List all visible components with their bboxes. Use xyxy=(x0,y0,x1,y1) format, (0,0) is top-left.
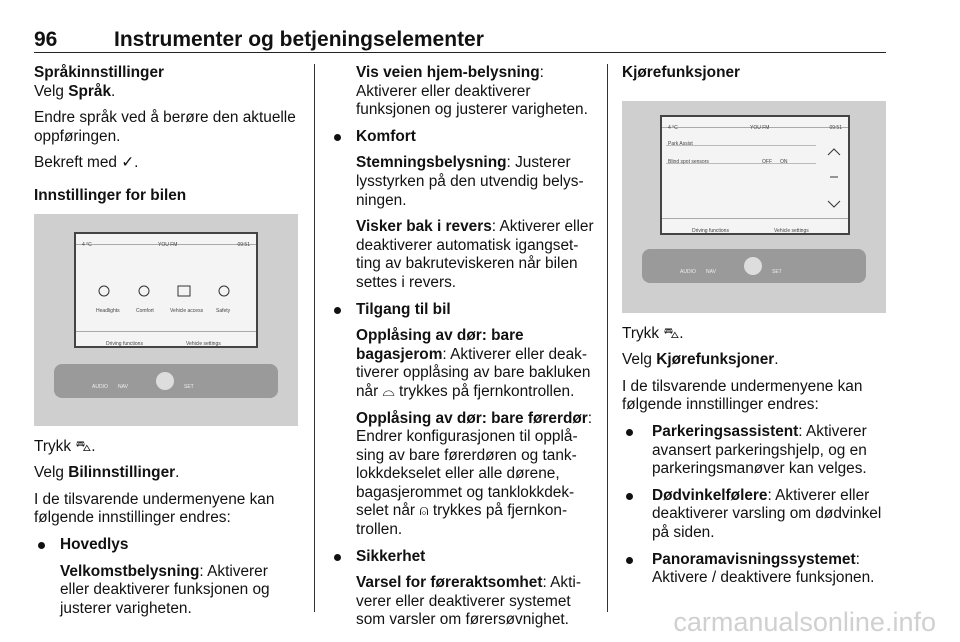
bullet-item: Sikkerhet xyxy=(330,548,594,567)
bullet-item: Parkeringsassistent: Aktiverer avansert parkeringshjelp, og en parkeringsmanøver kan velges. xyxy=(622,423,890,479)
checkmark-icon: ✓ xyxy=(121,154,135,172)
paragraph: I de tilsvarende undermenyene kan følgende innstillinger endres: xyxy=(34,490,275,527)
section-heading: Innstillinger for bilen xyxy=(34,186,187,204)
section-heading: Kjørefunksjoner xyxy=(622,64,741,81)
paragraph: Endre språk ved å berøre den aktuelle oppføringen. xyxy=(34,109,296,145)
console-buttons: AUDIO NAV SET xyxy=(642,249,866,283)
sub-item: Velkomstbelysning: Aktiverer eller deaktiverer funksjonen og justerer varigheten. xyxy=(60,562,270,617)
tailgate-key-icon: ⌓ xyxy=(382,382,395,400)
headlights-icon: Headlights xyxy=(96,307,120,314)
bullet-item: Panoramavisningssystemet: Aktivere / deaktivere funksjonen. xyxy=(622,551,890,588)
column-divider xyxy=(607,64,608,612)
column-2: Vis veien hjem-belysning: Aktiverer eller deaktiverer funksjonen og justerer varigheten. Komfort Stemningsbelysning: Justerer lysstyrken på den utvendig belysningen. Visker bak i revers: Aktiverer eller deaktiverer automatisk igangsetting av bakruteviskeren når bilen settes i revers. Tilgang til bil Opplåsing av dør: bare bagasjerom: Aktiverer eller deaktiverer opplåsing av bare bakluken når ⌓ trykkes på fjernkontrollen. Opplåsing av dør: bare førerdør: Endrer konfigurasjonen til opplåsing av bare førerdøren og tanklokkdekselet eller alle dørene, bagasjerommet og tanklokkdekselet når ⍝ trykkes på fjernkontrollen. Sikkerhet Varsel for føreraktsomhet: Aktiverer eller deaktiverer systemet som varsler om førersøvnighet. xyxy=(330,64,594,638)
scroll-arrows-icon xyxy=(826,143,842,213)
page-number: 96 xyxy=(34,28,58,51)
infotainment-screenshot: 4 °C YOU FM 09:51 Headlights Comfort Vehicle access Safety Driving functions Vehicle settings AUDIO NAV SET xyxy=(34,214,298,426)
page-header xyxy=(34,22,886,53)
unlock-key-icon: ⍝ xyxy=(419,502,429,520)
paragraph: I de tilsvarende undermenyene kan følgende innstillinger endres: xyxy=(622,377,863,414)
bullet-item: Tilgang til bil xyxy=(330,301,594,320)
page-title: Instrumenter og betjeningselementer xyxy=(114,28,484,51)
bullet-item: Dødvinkelfølere: Aktiverer eller deaktiverer varsling om dødvinkel på siden. xyxy=(622,487,890,543)
bullet-item: Hovedlys xyxy=(34,536,300,555)
car-icon: ⛍ xyxy=(663,324,680,342)
settings-icons xyxy=(96,282,246,300)
vehicle-access-icon: Vehicle access xyxy=(170,307,204,314)
column-divider xyxy=(314,64,315,612)
comfort-icon: Comfort xyxy=(136,307,154,314)
watermark: carmanualsonline.info xyxy=(673,607,936,637)
driving-functions-screenshot: 4 °C YOU FM 09:51 Park Assist Blind spot sensors OFF ON Driving functions Vehicle settings AUDIO NAV SET xyxy=(622,101,886,313)
safety-icon: Safety xyxy=(216,307,231,314)
console-buttons: AUDIO NAV SET xyxy=(54,364,278,398)
bullet-item: Komfort xyxy=(330,128,594,147)
column-3: Kjørefunksjoner 4 °C YOU FM 09:51 Park Assist Blind spot sensors OFF ON Driving functions Vehicle settings AUDIO NAV SET Trykk ⛍. Velg Kjørefunksjoner. I de tilsvarende undermenyene kan følgende innstillinger endres: Parkeringsassistent: Aktiverer avansert parkeringshjelp, og en parkeringsmanøver kan velges. Dødvinkelfølere: Aktiverer eller deaktiverer varsling om dødvinkel på siden. Panoramavisningssystemet: Aktivere / deaktivere funksjonen. xyxy=(622,64,890,596)
car-icon: ⛍ xyxy=(75,437,92,455)
section-heading: Språkinnstillinger xyxy=(34,64,164,81)
column-1: Språkinnstillinger Velg Språk. Endre språk ved å berøre den aktuelle oppføringen. Bekreft med ✓. Innstillinger for bilen 4 °C YOU FM 09:51 Headlights Comfort Vehicle access Safety Driving functions Vehicle settings AUDIO NAV SET Trykk ⛍. Velg Bilinnstillinger. I de tilsvarende undermenyene kan følgende innstillinger endres: Hovedlys Velkomstbelysning: Aktiverer eller deaktiverer funksjonen og justerer varigheten. xyxy=(34,64,300,626)
